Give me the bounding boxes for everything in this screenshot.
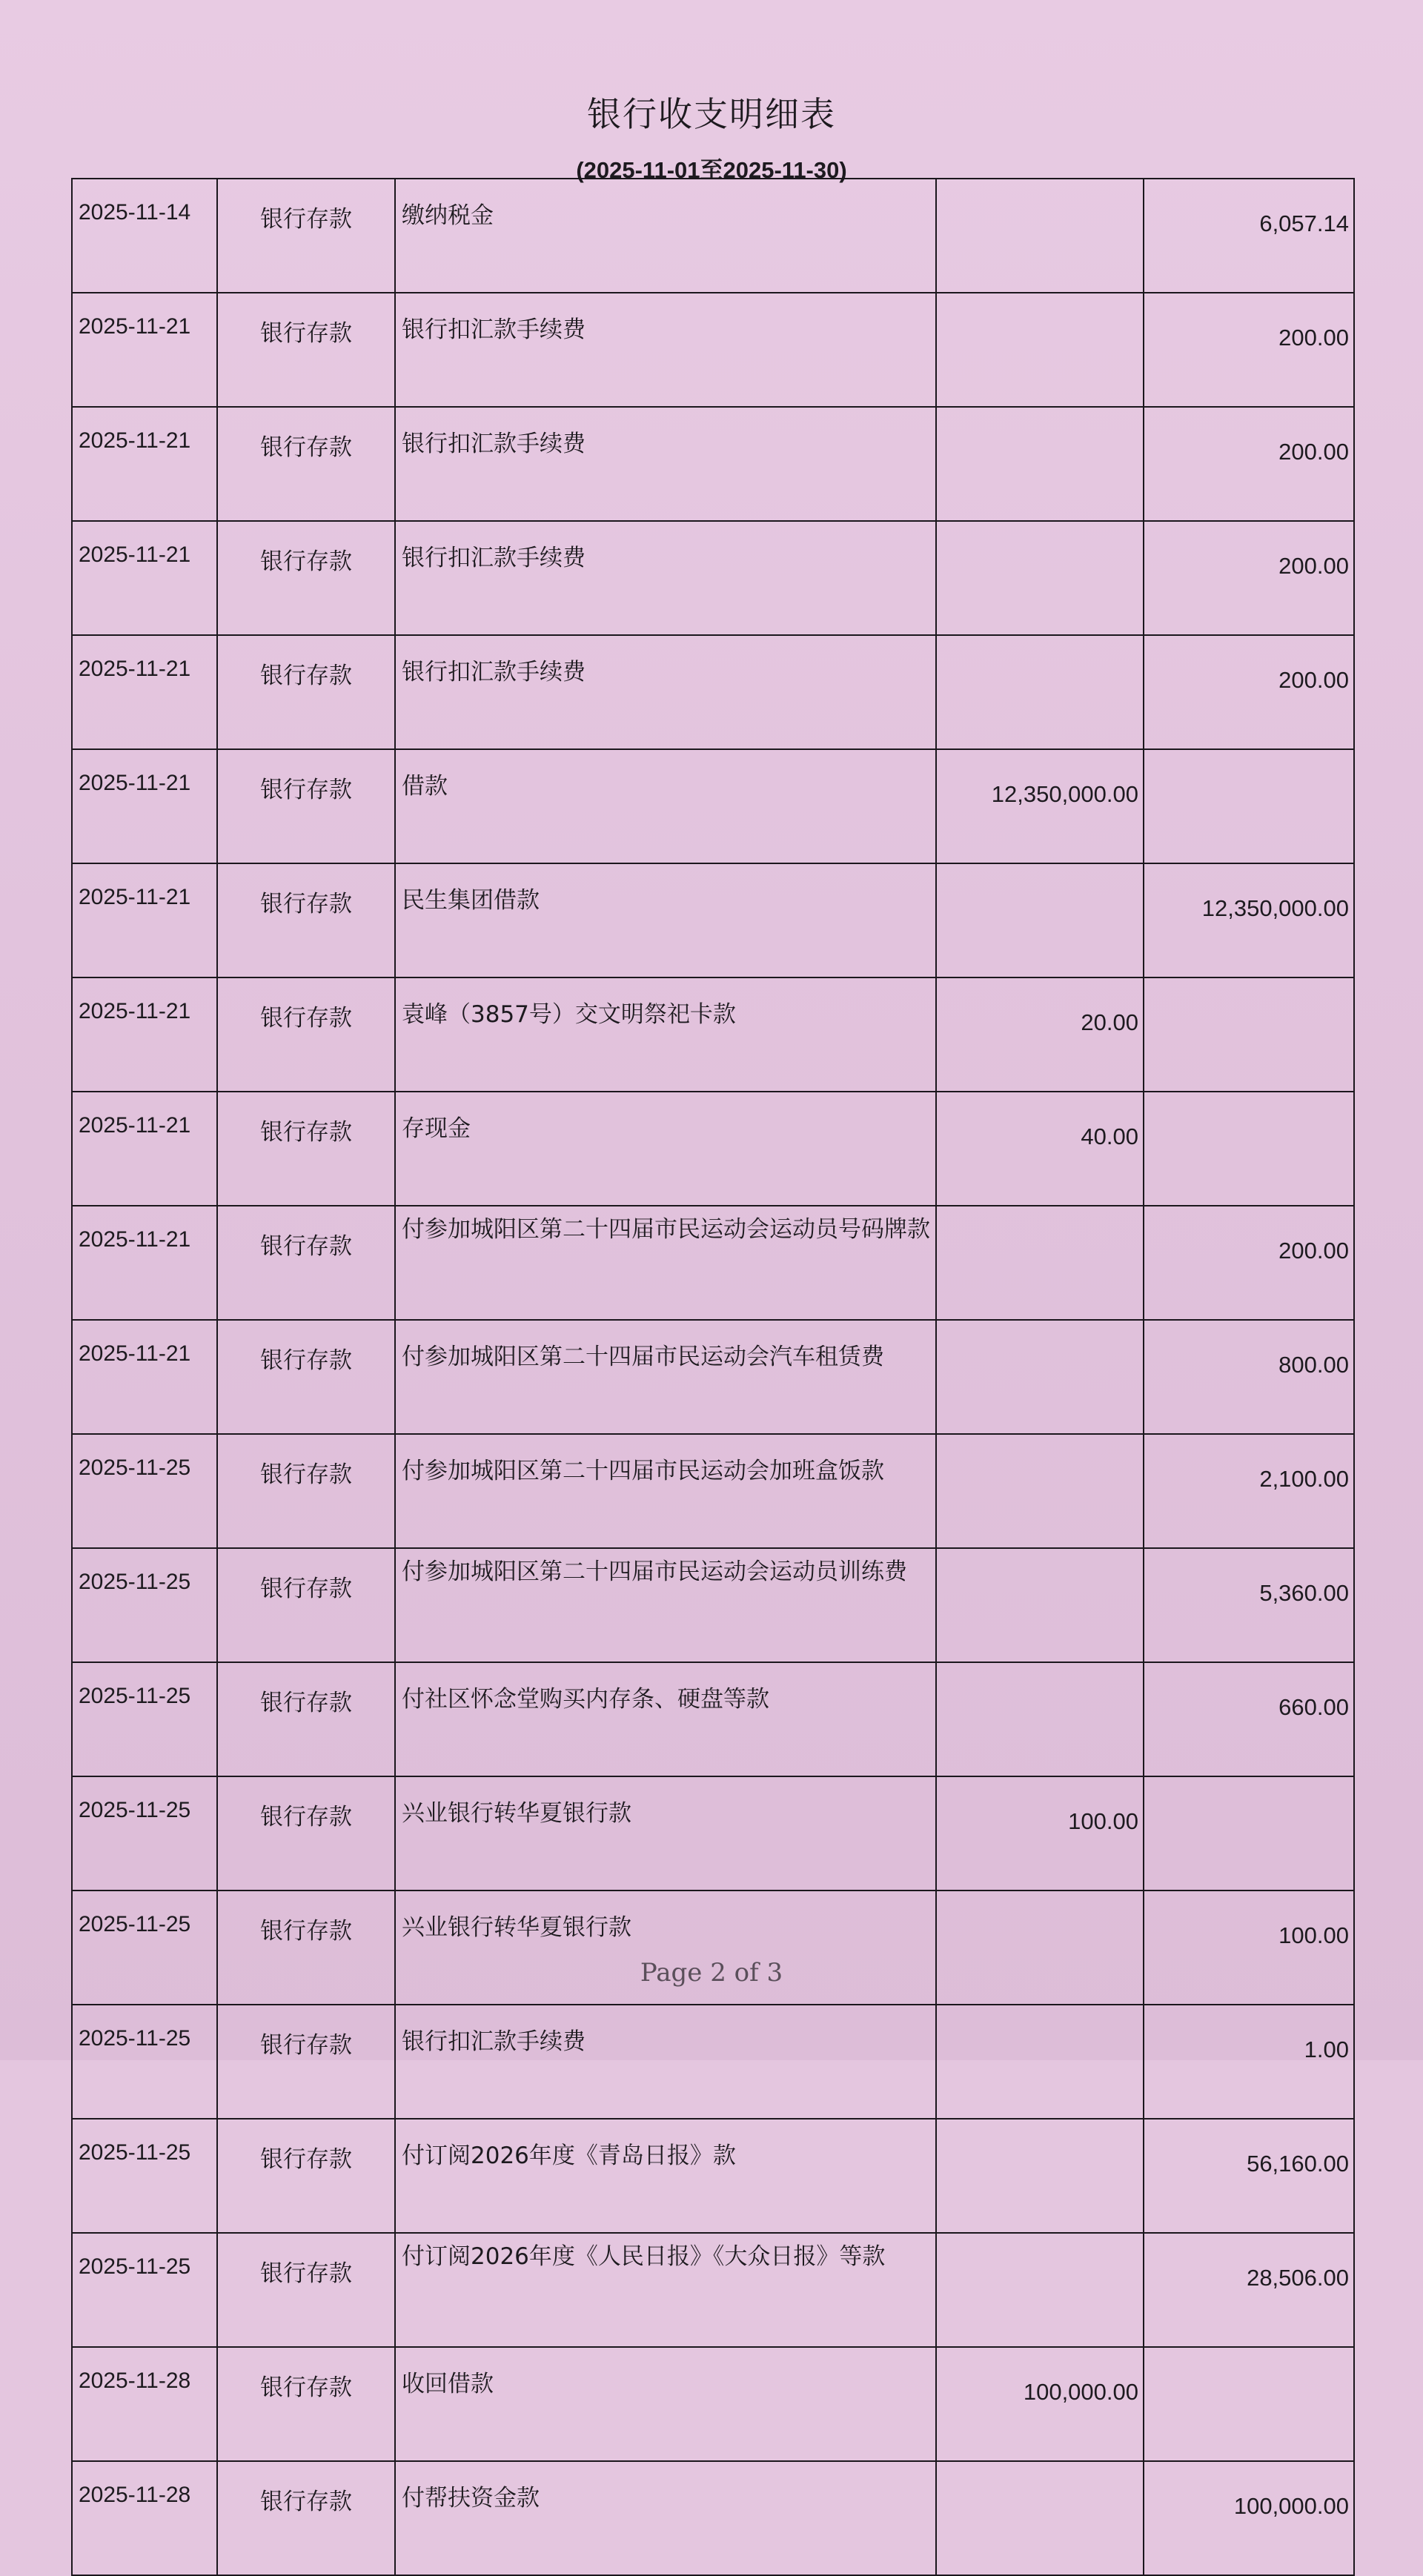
cell-date: 2025-11-14 [72,179,217,293]
cell-account: 银行存款 [217,2119,395,2233]
cell-account: 银行存款 [217,1434,395,1548]
cell-account: 银行存款 [217,1548,395,1662]
cell-date: 2025-11-21 [72,977,217,1092]
cell-date: 2025-11-21 [72,293,217,407]
table-row [72,293,1354,407]
cell-date: 2025-11-25 [72,1434,217,1548]
cell-income [936,1206,1144,1320]
table-row [72,2347,1354,2461]
cell-description: 付订阅2026年度《青岛日报》款 [395,2119,936,2233]
cell-date: 2025-11-25 [72,1662,217,1776]
table-row [72,749,1354,863]
cell-description: 借款 [395,749,936,863]
cell-expense: 1.00 [1144,2005,1354,2119]
cell-date: 2025-11-25 [72,1548,217,1662]
table-row [72,1548,1354,1662]
cell-income [936,1434,1144,1548]
cell-expense: 660.00 [1144,1662,1354,1776]
cell-description: 付参加城阳区第二十四届市民运动会运动员号码牌款 [395,1206,936,1320]
page-number: Page 2 of 3 [640,1958,783,1988]
table-row [72,1320,1354,1434]
cell-expense: 28,506.00 [1144,2233,1354,2347]
cell-date: 2025-11-21 [72,407,217,521]
document-title: 银行收支明细表 [587,94,836,134]
cell-account: 银行存款 [217,863,395,977]
cell-account: 银行存款 [217,635,395,749]
cell-account: 银行存款 [217,1206,395,1320]
cell-expense: 100.00 [1144,1890,1354,2005]
cell-date: 2025-11-28 [72,2347,217,2461]
cell-description: 付帮扶资金款 [395,2461,936,2575]
cell-description: 缴纳税金 [395,179,936,293]
cell-account: 银行存款 [217,2347,395,2461]
cell-description: 袁峰（3857号）交文明祭祀卡款 [395,977,936,1092]
ledger-table [71,178,1355,2576]
cell-date: 2025-11-21 [72,1092,217,1206]
table-row [72,1776,1354,1890]
table-row [72,407,1354,521]
cell-description: 兴业银行转华夏银行款 [395,1890,936,2005]
cell-expense: 6,057.14 [1144,179,1354,293]
cell-expense: 200.00 [1144,407,1354,521]
cell-income: 100,000.00 [936,2347,1144,2461]
cell-description: 付订阅2026年度《人民日报》《大众日报》等款 [395,2233,936,2347]
table-row [72,2119,1354,2233]
cell-date: 2025-11-21 [72,749,217,863]
cell-account: 银行存款 [217,1092,395,1206]
cell-description: 付参加城阳区第二十四届市民运动会汽车租赁费 [395,1320,936,1434]
cell-account: 银行存款 [217,977,395,1092]
cell-income [936,293,1144,407]
cell-income [936,635,1144,749]
cell-account: 银行存款 [217,1662,395,1776]
table-row [72,1206,1354,1320]
cell-account: 银行存款 [217,1320,395,1434]
cell-account: 银行存款 [217,521,395,635]
table-row [72,2233,1354,2347]
cell-expense: 56,160.00 [1144,2119,1354,2233]
cell-description: 存现金 [395,1092,936,1206]
cell-expense [1144,2347,1354,2461]
table-row [72,1092,1354,1206]
cell-expense [1144,1776,1354,1890]
cell-income [936,1662,1144,1776]
cell-income [936,521,1144,635]
cell-income: 12,350,000.00 [936,749,1144,863]
cell-expense: 200.00 [1144,1206,1354,1320]
cell-description: 付参加城阳区第二十四届市民运动会加班盒饭款 [395,1434,936,1548]
cell-account: 银行存款 [217,179,395,293]
cell-income [936,2119,1144,2233]
cell-expense: 200.00 [1144,635,1354,749]
cell-expense: 200.00 [1144,293,1354,407]
date-range-subtitle: (2025-11-01至2025-11-30) [576,157,847,183]
cell-account: 银行存款 [217,1776,395,1890]
cell-description: 银行扣汇款手续费 [395,635,936,749]
cell-expense [1144,1092,1354,1206]
cell-income: 100.00 [936,1776,1144,1890]
cell-account: 银行存款 [217,293,395,407]
cell-expense: 2,100.00 [1144,1434,1354,1548]
cell-income [936,2005,1144,2119]
cell-expense: 800.00 [1144,1320,1354,1434]
cell-description: 银行扣汇款手续费 [395,407,936,521]
cell-income [936,863,1144,977]
table-row [72,179,1354,293]
cell-date: 2025-11-25 [72,2119,217,2233]
cell-date: 2025-11-25 [72,1890,217,2005]
table-row [72,2461,1354,2575]
cell-expense: 12,350,000.00 [1144,863,1354,977]
cell-account: 银行存款 [217,1890,395,2005]
cell-date: 2025-11-25 [72,2005,217,2119]
table-row [72,863,1354,977]
cell-expense: 5,360.00 [1144,1548,1354,1662]
cell-description: 银行扣汇款手续费 [395,293,936,407]
cell-expense: 100,000.00 [1144,2461,1354,2575]
cell-date: 2025-11-28 [72,2461,217,2575]
cell-date: 2025-11-21 [72,635,217,749]
cell-description: 银行扣汇款手续费 [395,2005,936,2119]
table-row [72,1434,1354,1548]
cell-date: 2025-11-21 [72,521,217,635]
cell-date: 2025-11-21 [72,863,217,977]
cell-description: 付社区怀念堂购买内存条、硬盘等款 [395,1662,936,1776]
cell-date: 2025-11-25 [72,1776,217,1890]
cell-income [936,1548,1144,1662]
ledger-body [72,179,1354,2575]
cell-expense [1144,977,1354,1092]
table-row [72,635,1354,749]
table-row [72,1662,1354,1776]
cell-description: 付参加城阳区第二十四届市民运动会运动员训练费 [395,1548,936,1662]
cell-income: 20.00 [936,977,1144,1092]
cell-income [936,1320,1144,1434]
cell-account: 银行存款 [217,749,395,863]
cell-date: 2025-11-25 [72,2233,217,2347]
cell-expense [1144,749,1354,863]
cell-description: 银行扣汇款手续费 [395,521,936,635]
cell-expense: 200.00 [1144,521,1354,635]
table-row [72,2005,1354,2119]
cell-account: 银行存款 [217,2005,395,2119]
cell-income [936,179,1144,293]
cell-income [936,407,1144,521]
cell-description: 兴业银行转华夏银行款 [395,1776,936,1890]
cell-account: 银行存款 [217,2233,395,2347]
cell-income [936,2233,1144,2347]
cell-income [936,2461,1144,2575]
table-row [72,977,1354,1092]
cell-description: 民生集团借款 [395,863,936,977]
cell-account: 银行存款 [217,407,395,521]
cell-date: 2025-11-21 [72,1320,217,1434]
cell-description: 收回借款 [395,2347,936,2461]
cell-date: 2025-11-21 [72,1206,217,1320]
cell-account: 银行存款 [217,2461,395,2575]
table-row [72,521,1354,635]
cell-income: 40.00 [936,1092,1144,1206]
